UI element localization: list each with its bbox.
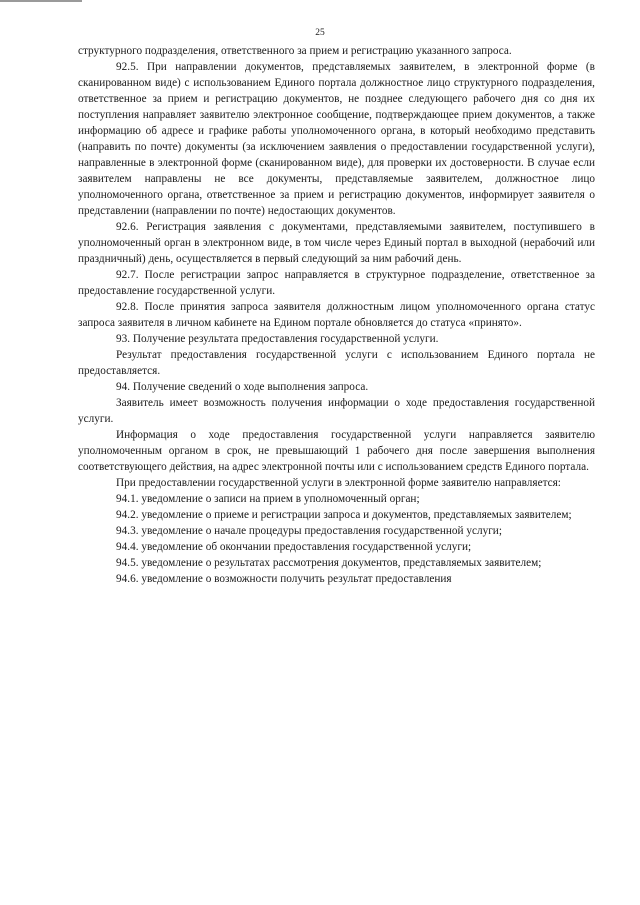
paragraph-94-intro: При предоставлении государственной услуги в электронной форме заявителю направляется: bbox=[116, 477, 561, 489]
paragraph-93: 93. Получение результата предоставления государственной услуги. bbox=[116, 333, 439, 345]
paragraph-94: 94. Получение сведений о ходе выполнения запроса. bbox=[116, 381, 369, 393]
paragraph-92-8: 92.8. После принятия запроса заявителя должностным лицом уполномоченного органа статус запроса заявителя в личном кабинете на Едином портале обновляется до статуса «принято». bbox=[78, 301, 595, 329]
paragraph-92-6: 92.6. Регистрация заявления с документами, представляемыми заявителем, поступившего в уполномоченный орган в электронном виде, в том числе через Единый портал в выходной (нерабочий или праздничный) день, осуществляется в первый следующий за ним рабочий день. bbox=[78, 221, 595, 265]
paragraph-94-3: 94.3. уведомление о начале процедуры предоставления государственной услуги; bbox=[116, 525, 502, 537]
page-number: 25 bbox=[315, 28, 325, 38]
paragraph-94-info-possibility: Заявитель имеет возможность получения информации о ходе предоставления государственной услуги. bbox=[78, 397, 595, 425]
document-body bbox=[78, 43, 595, 587]
scan-corner-mark bbox=[0, 0, 82, 2]
paragraph-94-2: 94.2. уведомление о приеме и регистрации запроса и документов, представляемых заявителем; bbox=[116, 509, 572, 521]
paragraph-continuation: структурного подразделения, ответственного за прием и регистрацию указанного запроса. bbox=[78, 45, 512, 57]
paragraph-94-info-delivery: Информация о ходе предоставления государственной услуги направляется заявителю уполномоченным органом в срок, не превышающий 1 рабочего дня после завершения выполнения соответствующего действия, на адрес электронной почты или с использованием средств Единого портала. bbox=[78, 429, 595, 473]
paragraph-94-1: 94.1. уведомление о записи на прием в уполномоченный орган; bbox=[116, 493, 420, 505]
paragraph-94-5: 94.5. уведомление о результатах рассмотрения документов, представляемых заявителем; bbox=[116, 557, 542, 569]
paragraph-94-6: 94.6. уведомление о возможности получить результат предоставления bbox=[116, 573, 452, 585]
paragraph-92-7: 92.7. После регистрации запрос направляется в структурное подразделение, ответственное за предоставление государственной услуги. bbox=[78, 269, 595, 297]
paragraph-93-result: Результат предоставления государственной услуги с использованием Единого портала не предоставляется. bbox=[78, 349, 595, 377]
paragraph-94-4: 94.4. уведомление об окончании предоставления государственной услуги; bbox=[116, 541, 472, 553]
paragraph-92-5: 92.5. При направлении документов, представляемых заявителем, в электронной форме (в сканированном виде) с использованием Единого портала должностное лицо структурного подразделения, ответственное за прием и регистрацию документов, не позднее следующего рабочего дня со дня их поступления направляет заявителю электронное сообщение, подтверждающее прием документов, а также информацию об адресе и графике работы уполномоченного органа, в который необходимо представить (направить по почте) документы (за исключением заявления о предоставлении государственной услуги), направленные в электронной форме (сканированном виде), для проверки их достоверности. В случае если заявителем направлены не все документы, представляемые заявителем, должностное лицо уполномоченного органа, ответственное за прием и регистрацию документов, информирует заявителя о представлении (направлении по почте) недостающих документов. bbox=[78, 61, 595, 217]
